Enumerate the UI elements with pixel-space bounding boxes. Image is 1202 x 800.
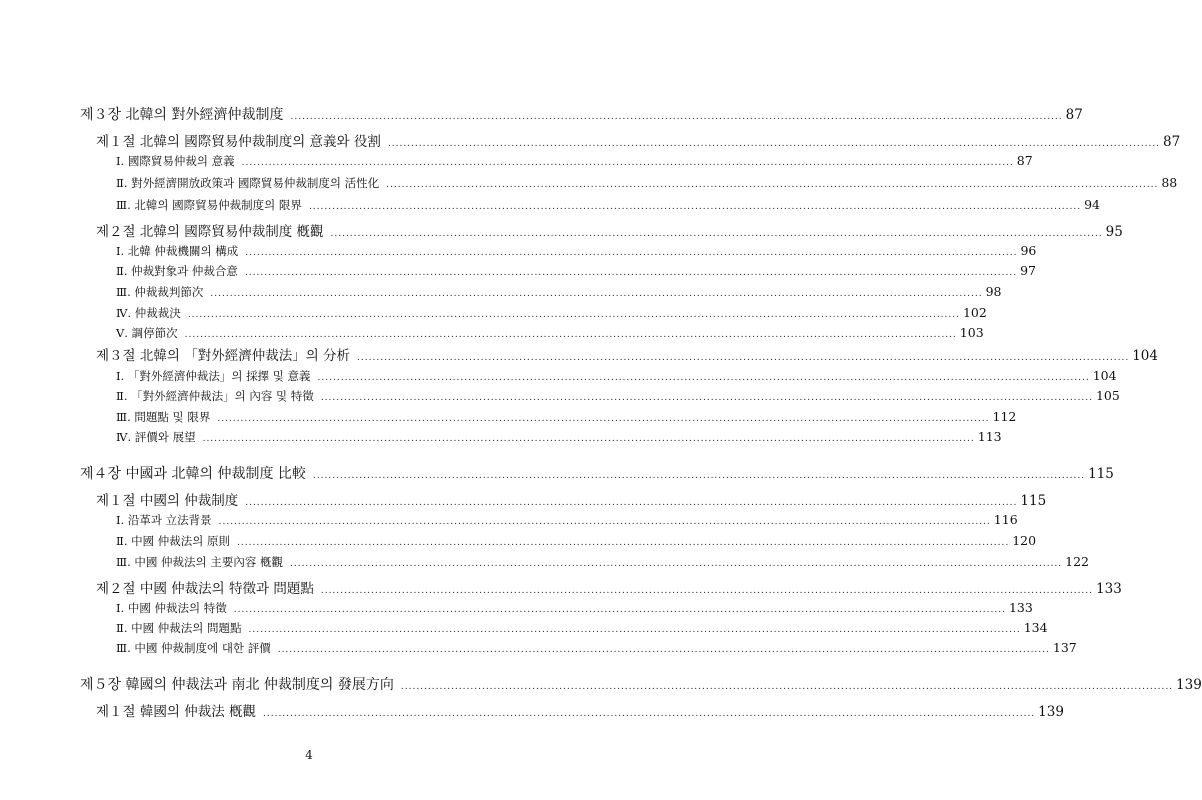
toc-entry-title: Ⅲ. 中國 仲裁制度에 대한 評價 xyxy=(116,641,271,655)
toc-row-subsection-item xyxy=(116,153,1033,169)
toc-leader-dots: ........................................................................................................................................................................................................ xyxy=(387,139,1161,149)
toc-leader-dots: ........................................................................................................................................................................................................ xyxy=(277,645,1050,655)
toc-entry-title: Ⅳ. 仲裁裁決 xyxy=(116,306,181,320)
toc-entry-title: Ⅲ. 問題點 및 限界 xyxy=(116,410,211,424)
toc-page-number: 113 xyxy=(977,429,1002,444)
toc-leader-dots: ........................................................................................................................................................................................................ xyxy=(245,248,1018,258)
toc-row-section-heading xyxy=(96,489,1047,509)
toc-page-number: 104 xyxy=(1132,348,1158,364)
toc-leader-dots: ........................................................................................................................................................................................................ xyxy=(320,393,1093,403)
toc-leader-dots: ........................................................................................................................................................................................................ xyxy=(187,310,960,320)
toc-entry-title: 제３장 北韓의 對外經濟仲裁制度 xyxy=(80,107,284,123)
toc-leader-dots: ........................................................................................................................................................................................................ xyxy=(245,498,1018,508)
toc-entry-title: Ⅳ. 評價와 展望 xyxy=(116,430,196,444)
toc-leader-dots: ........................................................................................................................................................................................................ xyxy=(330,229,1103,239)
toc-entry-title: Ⅰ. 中國 仲裁法의 特徵 xyxy=(116,601,227,615)
toc-leader-dots: ........................................................................................................................................................................................................ xyxy=(289,559,1063,569)
toc-entry-title: 제５장 韓國의 仲裁法과 南北 仲裁制度의 發展方向 xyxy=(80,677,394,693)
toc-row-subsection-item xyxy=(116,325,984,341)
toc-page-number: 120 xyxy=(1012,533,1037,548)
toc-entry-title: Ⅰ. 國際貿易仲裁의 意義 xyxy=(116,154,235,168)
toc-page-number: 102 xyxy=(962,305,987,320)
toc-entry-title: 제２절 北韓의 國際貿易仲裁制度 槪觀 xyxy=(96,224,324,240)
toc-page-number: 112 xyxy=(992,409,1017,424)
toc-leader-dots: ........................................................................................................................................................................................................ xyxy=(217,414,990,424)
toc-page-number: 95 xyxy=(1105,224,1123,240)
toc-row-section-heading xyxy=(96,344,1158,364)
toc-row-subsection-item xyxy=(116,620,1048,636)
toc-entry-title: Ⅱ. 中國 仲裁法의 原則 xyxy=(116,534,231,548)
toc-row-subsection-item xyxy=(116,640,1077,656)
toc-entry-title: Ⅴ. 調停節次 xyxy=(116,326,178,340)
toc-row-subsection-item xyxy=(116,263,1036,279)
toc-leader-dots: ........................................................................................................................................................................................................ xyxy=(357,353,1130,363)
toc-leader-dots: ........................................................................................................................................................................................................ xyxy=(218,517,991,527)
toc-row-section-heading xyxy=(96,220,1123,240)
toc-leader-dots: ........................................................................................................................................................................................................ xyxy=(237,538,1010,548)
toc-page-number: 104 xyxy=(1092,368,1117,383)
toc-page-number: 87 xyxy=(1065,107,1083,123)
toc-entry-title: 제１절 北韓의 國際貿易仲裁制度의 意義와 役割 xyxy=(96,134,381,150)
toc-entry-title: Ⅱ. 「對外經濟仲裁法」의 內容 및 特徵 xyxy=(116,389,314,403)
toc-page-number: 115 xyxy=(1088,466,1114,482)
toc-leader-dots: ........................................................................................................................................................................................................ xyxy=(320,586,1094,596)
toc-row-subsection-item xyxy=(116,197,1101,213)
toc-leader-dots: ........................................................................................................................................................................................................ xyxy=(210,289,983,299)
toc-row-section-heading xyxy=(96,130,1181,150)
toc-page-number: 133 xyxy=(1008,600,1033,615)
toc-page-number: 133 xyxy=(1096,581,1122,597)
toc-entry-title: Ⅲ. 仲裁裁判節次 xyxy=(116,285,204,299)
toc-leader-dots: ........................................................................................................................................................................................................ xyxy=(202,434,975,444)
toc-row-subsection-item xyxy=(116,512,1018,528)
toc-entry-title: Ⅰ. 北韓 仲裁機關의 構成 xyxy=(116,244,239,258)
toc-entry-title: Ⅱ. 仲裁對象과 仲裁合意 xyxy=(116,264,238,278)
toc-row-chapter-heading xyxy=(80,674,1202,694)
toc-row-subsection-item xyxy=(116,305,987,321)
toc-page-number: 122 xyxy=(1065,554,1090,569)
toc-page-number: 103 xyxy=(959,325,984,340)
toc-leader-dots: ........................................................................................................................................................................................................ xyxy=(386,180,1159,190)
page-number: 4 xyxy=(305,748,313,762)
toc-page-number: 97 xyxy=(1020,263,1036,278)
toc-row-subsection-item xyxy=(116,243,1037,259)
toc-leader-dots: ........................................................................................................................................................................................................ xyxy=(233,605,1006,615)
toc-page-number: 88 xyxy=(1161,175,1178,190)
toc-entry-title: 제４장 中國과 北韓의 仲裁制度 比較 xyxy=(80,466,306,482)
toc-page-number: 87 xyxy=(1163,134,1181,150)
toc-row-subsection-item xyxy=(116,409,1017,425)
toc-leader-dots: ........................................................................................................................................................................................................ xyxy=(317,373,1090,383)
toc-page-number: 87 xyxy=(1016,153,1033,168)
toc-row-subsection-item xyxy=(116,600,1033,616)
toc-leader-dots: ........................................................................................................................................................................................................ xyxy=(400,682,1174,692)
toc-page-number: 137 xyxy=(1052,640,1077,655)
toc-leader-dots: ........................................................................................................................................................................................................ xyxy=(308,202,1082,212)
toc-page-number: 139 xyxy=(1176,677,1202,693)
toc-page-number: 94 xyxy=(1084,197,1101,212)
toc-leader-dots: ........................................................................................................................................................................................................ xyxy=(184,330,957,340)
toc-page-number: 96 xyxy=(1020,243,1037,258)
toc-entry-title: Ⅲ. 中國 仲裁法의 主要內容 槪觀 xyxy=(116,555,283,569)
toc-leader-dots: ........................................................................................................................................................................................................ xyxy=(241,158,1014,168)
toc-leader-dots: ........................................................................................................................................................................................................ xyxy=(312,471,1086,481)
toc-row-section-heading xyxy=(96,700,1064,720)
toc-entry-title: Ⅱ. 中國 仲裁法의 問題點 xyxy=(116,621,242,635)
toc-page-number: 105 xyxy=(1095,388,1120,403)
toc-entry-title: 제１절 韓國의 仲裁法 槪觀 xyxy=(96,704,256,720)
toc-page-number: 139 xyxy=(1038,704,1064,720)
toc-leader-dots: ........................................................................................................................................................................................................ xyxy=(248,625,1021,635)
toc-row-subsection-item xyxy=(116,388,1120,404)
toc-page-number: 115 xyxy=(1020,493,1047,509)
toc-entry-title: Ⅰ. 「對外經濟仲裁法」의 採擇 및 意義 xyxy=(116,369,311,383)
toc-leader-dots: ........................................................................................................................................................................................................ xyxy=(263,709,1036,719)
toc-entry-title: 제１절 中國의 仲裁制度 xyxy=(96,493,239,509)
toc-row-chapter-heading xyxy=(80,463,1114,483)
toc-entry-title: 제３절 北韓의 「對外經濟仲裁法」의 分析 xyxy=(96,348,351,364)
toc-page-number: 116 xyxy=(993,512,1018,527)
toc-entry-title: Ⅱ. 對外經濟開放政策과 國際貿易仲裁制度의 活性化 xyxy=(116,176,380,190)
toc-row-subsection-item xyxy=(116,429,1002,445)
toc-row-section-heading xyxy=(96,577,1122,597)
toc-entry-title: Ⅰ. 沿革과 立法背景 xyxy=(116,513,212,527)
toc-row-subsection-item xyxy=(116,175,1178,191)
toc-row-subsection-item xyxy=(116,368,1117,384)
toc-page-number: 134 xyxy=(1023,620,1048,635)
toc-entry-title: Ⅲ. 北韓의 國際貿易仲裁制度의 限界 xyxy=(116,198,302,212)
toc-entry-title: 제２절 中國 仲裁法의 特徵과 問題點 xyxy=(96,581,314,597)
toc-row-subsection-item xyxy=(116,554,1090,570)
toc-row-subsection-item xyxy=(116,284,1002,300)
toc-row-subsection-item xyxy=(116,533,1037,549)
toc-leader-dots: ........................................................................................................................................................................................................ xyxy=(290,112,1063,122)
toc-leader-dots: ........................................................................................................................................................................................................ xyxy=(244,268,1018,278)
toc-page-number: 98 xyxy=(985,284,1002,299)
toc-row-chapter-heading xyxy=(80,104,1083,124)
